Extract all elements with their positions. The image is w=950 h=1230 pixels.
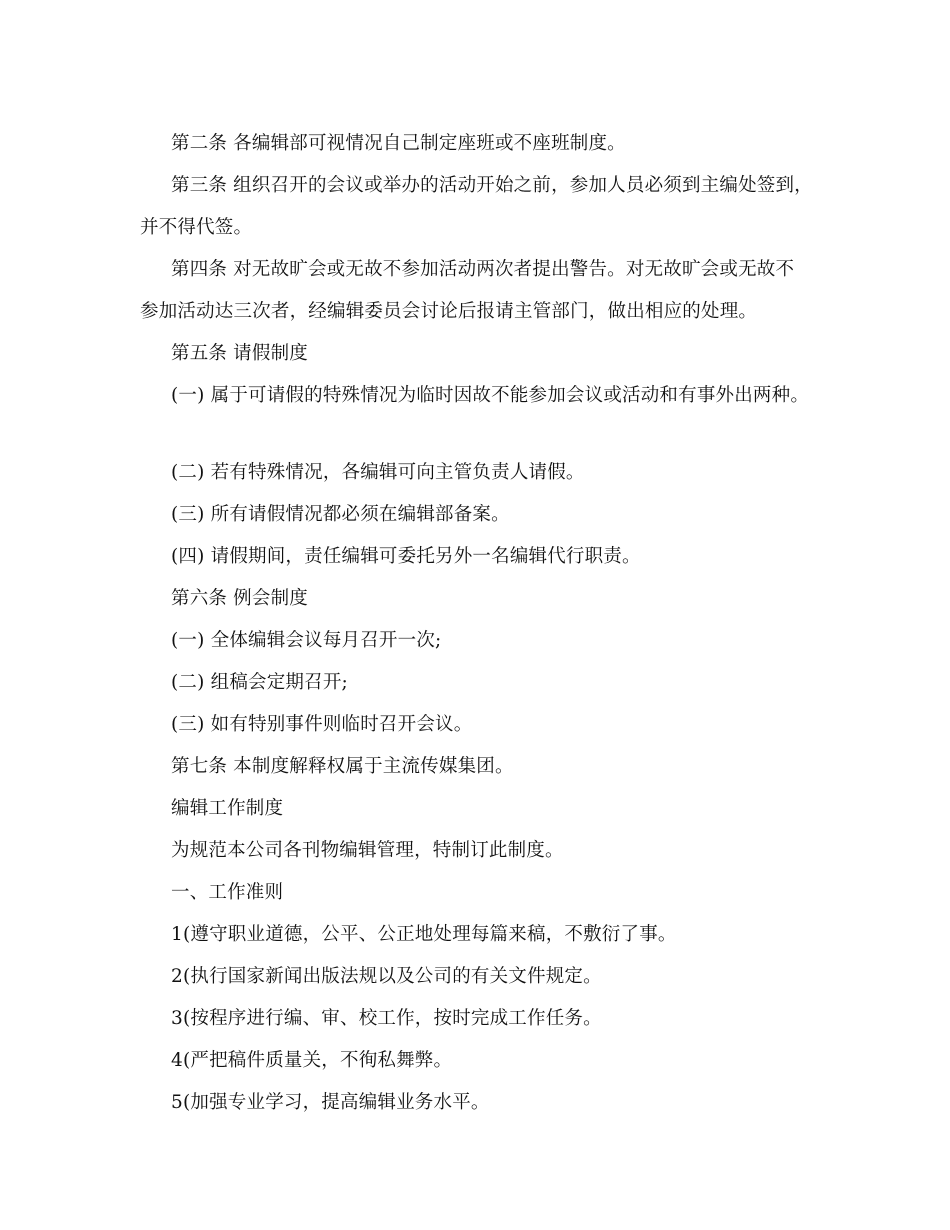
heading-article-6: 第六条 例会制度	[171, 588, 308, 609]
list-item-6-1: (一) 全体编辑会议每月召开一次;	[171, 630, 442, 651]
section-title-editorial-system: 编辑工作制度	[171, 798, 284, 819]
paragraph-article-4-line-1: 第四条 对无故旷会或无故不参加活动两次者提出警告。对无故旷会或无故不	[171, 259, 795, 280]
list-item-5-3: (三) 所有请假情况都必须在编辑部备案。	[171, 504, 510, 525]
principle-item-5: 5(加强专业学习，提高编辑业务水平。	[171, 1092, 490, 1113]
heading-work-principles: 一、工作准则	[171, 882, 284, 903]
paragraph-article-2: 第二条 各编辑部可视情况自己制定座班或不座班制度。	[171, 133, 626, 154]
paragraph-article-4-line-2: 参加活动达三次者，经编辑委员会讨论后报请主管部门，做出相应的处理。	[140, 301, 758, 322]
principle-item-1: 1(遵守职业道德，公平、公正地处理每篇来稿，不敷衍了事。	[171, 924, 677, 945]
heading-article-5: 第五条 请假制度	[171, 343, 308, 364]
principle-item-3: 3(按程序进行编、审、校工作，按时完成工作任务。	[171, 1008, 602, 1029]
principle-item-2: 2(执行国家新闻出版法规以及公司的有关文件规定。	[171, 966, 602, 987]
paragraph-article-3-line-1: 第三条 组织召开的会议或举办的活动开始之前，参加人员必须到主编处签到，	[171, 175, 813, 196]
list-item-6-3: (三) 如有特别事件则临时召开会议。	[171, 714, 473, 735]
list-item-5-1: (一) 属于可请假的特殊情况为临时因故不能参加会议或活动和有事外出两种。	[171, 385, 810, 406]
paragraph-article-3-line-2: 并不得代签。	[140, 217, 253, 238]
paragraph-intro: 为规范本公司各刊物编辑管理，特制订此制度。	[171, 840, 564, 861]
list-item-5-4: (四) 请假期间，责任编辑可委托另外一名编辑代行职责。	[171, 546, 641, 567]
paragraph-article-7: 第七条 本制度解释权属于主流传媒集团。	[171, 756, 514, 777]
list-item-6-2: (二) 组稿会定期召开;	[171, 672, 348, 693]
list-item-5-2: (二) 若有特殊情况，各编辑可向主管负责人请假。	[171, 462, 585, 483]
principle-item-4: 4(严把稿件质量关，不徇私舞弊。	[171, 1050, 453, 1071]
